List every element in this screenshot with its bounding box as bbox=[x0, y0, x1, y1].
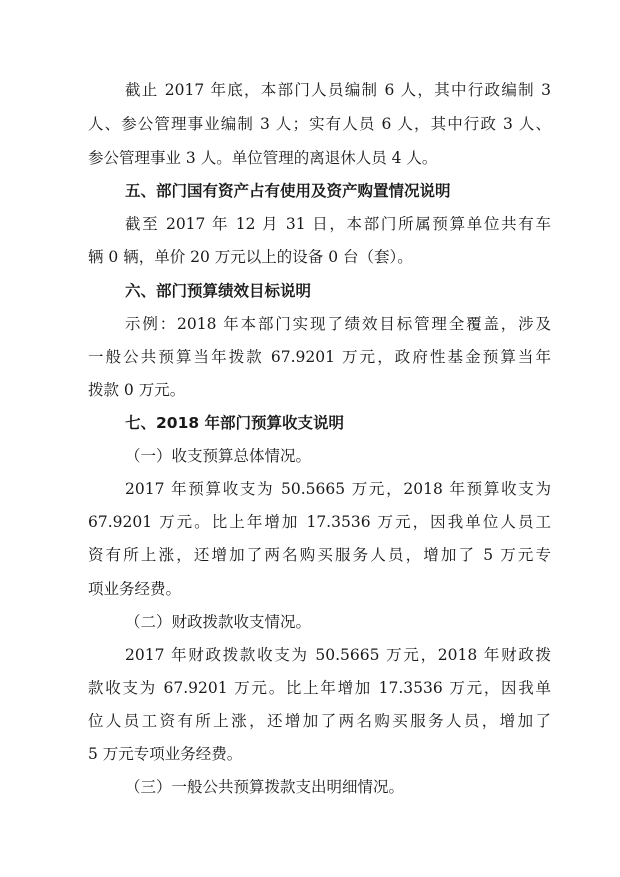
section-heading-performance: 六、部门预算绩效目标说明 bbox=[125, 282, 312, 300]
paragraph-line: 2017 年预算收支为 50.5665 万元，2018 年预算收支为 bbox=[125, 480, 551, 498]
paragraph-line: 2017 年财政拨款收支为 50.5665 万元，2018 年财政拨 bbox=[125, 646, 551, 664]
subsection-heading: （二）财政拨款收支情况。 bbox=[125, 613, 312, 631]
paragraph-line: 人、参公管理事业编制 3 人；实有人员 6 人，其中行政 3 人、 bbox=[88, 115, 551, 133]
section-heading-assets: 五、部门国有资产占有使用及资产购置情况说明 bbox=[125, 182, 451, 200]
paragraph-line: 拨款 0 万元。 bbox=[88, 381, 186, 399]
paragraph-line: 截至 2017 年 12 月 31 日，本部门所属预算单位共有车 bbox=[125, 215, 551, 233]
paragraph-line: 示例：2018 年本部门实现了绩效目标管理全覆盖，涉及 bbox=[125, 315, 551, 333]
paragraph-line: 资有所上涨，还增加了两名购买服务人员，增加了 5 万元专 bbox=[88, 546, 551, 564]
subsection-heading: （一）收支预算总体情况。 bbox=[125, 447, 312, 465]
subsection-heading: （三）一般公共预算拨款支出明细情况。 bbox=[125, 778, 405, 796]
paragraph-line: 参公管理事业 3 人。单位管理的离退休人员 4 人。 bbox=[88, 149, 438, 167]
paragraph-line: 辆 0 辆，单价 20 万元以上的设备 0 台（套）。 bbox=[88, 248, 413, 266]
paragraph-line: 一般公共预算当年拨款 67.9201 万元，政府性基金预算当年 bbox=[88, 348, 551, 366]
paragraph-line: 5 万元专项业务经费。 bbox=[88, 745, 243, 763]
paragraph-line: 项业务经费。 bbox=[88, 580, 182, 598]
paragraph-line: 位人员工资有所上涨，还增加了两名购买服务人员，增加了 bbox=[88, 712, 551, 730]
paragraph-line: 截止 2017 年底，本部门人员编制 6 人，其中行政编制 3 bbox=[125, 81, 551, 99]
section-heading-budget: 七、2018 年部门预算收支说明 bbox=[125, 414, 345, 432]
paragraph-line: 款收支为 67.9201 万元。比上年增加 17.3536 万元，因我单 bbox=[88, 679, 551, 697]
paragraph-line: 67.9201 万元。比上年增加 17.3536 万元，因我单位人员工 bbox=[88, 513, 551, 531]
